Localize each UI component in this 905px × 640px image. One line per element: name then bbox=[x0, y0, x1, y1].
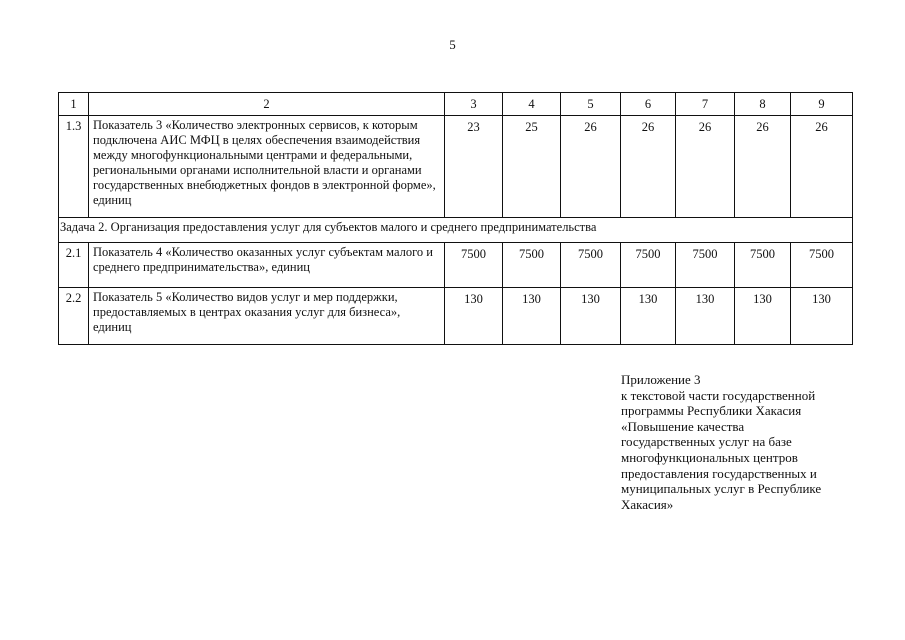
value-cell: 26 bbox=[735, 116, 791, 218]
header-cell: 2 bbox=[89, 93, 445, 116]
header-cell: 9 bbox=[791, 93, 853, 116]
value-cell: 26 bbox=[561, 116, 621, 218]
indicator-description: Показатель 4 «Количество оказанных услуг субъектам малого и среднего предпринимательства», единиц bbox=[89, 243, 445, 288]
table-row bbox=[59, 288, 853, 345]
table-header-row bbox=[59, 93, 853, 116]
appendix-line: предоставления государственных и bbox=[621, 465, 817, 481]
header-cell: 7 bbox=[676, 93, 735, 116]
value-cell: 23 bbox=[445, 116, 503, 218]
appendix-line: государственных услуг на базе bbox=[621, 434, 792, 450]
appendix-line: муниципальных услуг в Республике bbox=[621, 481, 822, 497]
value-cell: 130 bbox=[561, 288, 621, 345]
appendix-line: к текстовой части государственной bbox=[621, 387, 816, 403]
value-cell: 7500 bbox=[791, 243, 853, 288]
value-cell: 25 bbox=[503, 116, 561, 218]
value-cell: 26 bbox=[621, 116, 676, 218]
value-cell: 130 bbox=[503, 288, 561, 345]
appendix-line: программы Республики Хакасия bbox=[621, 403, 802, 419]
header-cell: 5 bbox=[561, 93, 621, 116]
appendix-line: Приложение 3 bbox=[621, 372, 701, 387]
table-row bbox=[59, 116, 853, 218]
row-number: 2.2 bbox=[59, 288, 89, 345]
page-number: 5 bbox=[449, 37, 456, 52]
value-cell: 7500 bbox=[676, 243, 735, 288]
value-cell: 130 bbox=[621, 288, 676, 345]
value-cell: 7500 bbox=[445, 243, 503, 288]
row-number: 1.3 bbox=[59, 116, 89, 218]
value-cell: 130 bbox=[735, 288, 791, 345]
value-cell: 26 bbox=[676, 116, 735, 218]
header-cell: 4 bbox=[503, 93, 561, 116]
value-cell: 7500 bbox=[503, 243, 561, 288]
header-cell: 8 bbox=[735, 93, 791, 116]
appendix-line: многофункциональных центров bbox=[621, 449, 798, 465]
value-cell: 7500 bbox=[561, 243, 621, 288]
indicator-description: Показатель 3 «Количество электронных сервисов, к которым подключена АИС МФЦ в целях обеспечения взаимодействия между многофункциональными центрами и федеральными, региональными органами исполнительной власти и органами государственных внебюджетных фондов в электронной форме», единиц bbox=[89, 116, 445, 218]
task-title: Задача 2. Организация предоставления услуг для субъектов малого и среднего предпринимательства bbox=[59, 218, 853, 243]
value-cell: 130 bbox=[445, 288, 503, 345]
appendix-note bbox=[621, 372, 861, 512]
table-row bbox=[59, 243, 853, 288]
indicator-description: Показатель 5 «Количество видов услуг и мер поддержки, предоставляемых в центрах оказания услуг для бизнеса», единиц bbox=[89, 288, 445, 345]
task-row bbox=[59, 218, 853, 243]
value-cell: 7500 bbox=[735, 243, 791, 288]
row-number: 2.1 bbox=[59, 243, 89, 288]
appendix-line: «Повышение качества bbox=[621, 418, 745, 434]
indicators-table bbox=[58, 92, 853, 345]
header-cell: 1 bbox=[59, 93, 89, 116]
value-cell: 7500 bbox=[621, 243, 676, 288]
value-cell: 130 bbox=[676, 288, 735, 345]
appendix-line: Хакасия» bbox=[621, 496, 674, 512]
header-cell: 6 bbox=[621, 93, 676, 116]
value-cell: 130 bbox=[791, 288, 853, 345]
value-cell: 26 bbox=[791, 116, 853, 218]
header-cell: 3 bbox=[445, 93, 503, 116]
